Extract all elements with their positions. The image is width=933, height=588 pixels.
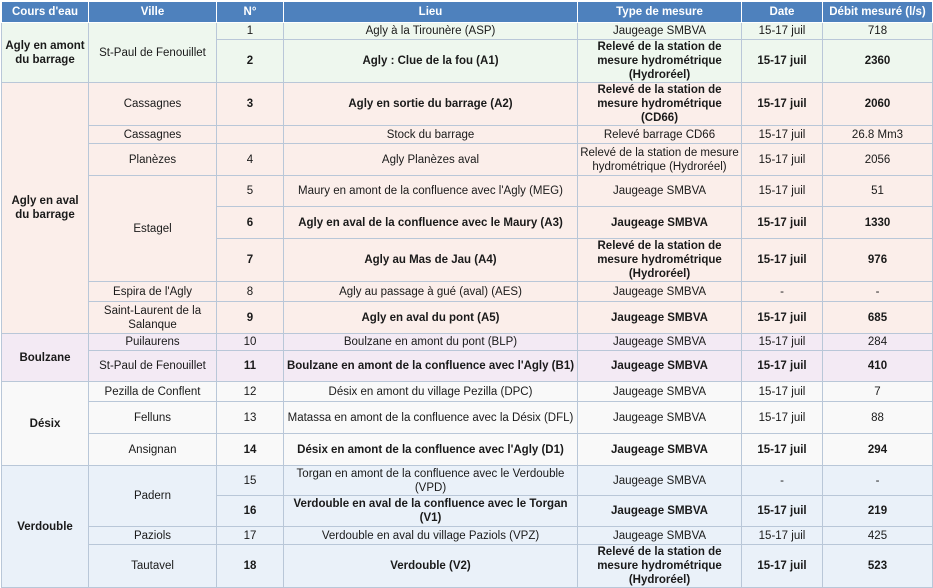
header-cours-d-eau: Cours d'eau xyxy=(2,2,89,23)
river-cell: Agly en aval du barrage xyxy=(2,83,89,334)
date-cell: 15-17 juil xyxy=(742,176,823,207)
lieu-cell: Agly à la Tirounère (ASP) xyxy=(284,23,578,40)
debit-cell: 2360 xyxy=(823,40,933,83)
header-debit: Débit mesuré (l/s) xyxy=(823,2,933,23)
lieu-cell: Matassa en amont de la confluence avec la Désix (DFL) xyxy=(284,402,578,434)
numero-cell: 7 xyxy=(217,239,284,282)
debit-cell: 718 xyxy=(823,23,933,40)
date-cell: 15-17 juil xyxy=(742,207,823,239)
type-cell: Jaugeage SMBVA xyxy=(578,434,742,466)
ville-cell: St-Paul de Fenouillet xyxy=(89,23,217,83)
table-row xyxy=(2,545,933,588)
table-row xyxy=(2,434,933,466)
type-cell: Jaugeage SMBVA xyxy=(578,176,742,207)
numero-cell: 13 xyxy=(217,402,284,434)
lieu-cell: Stock du barrage xyxy=(284,126,578,144)
ville-cell: Pezilla de Conflent xyxy=(89,382,217,402)
type-cell: Jaugeage SMBVA xyxy=(578,402,742,434)
numero-cell: 15 xyxy=(217,466,284,496)
debit-cell: 2060 xyxy=(823,83,933,126)
date-cell: 15-17 juil xyxy=(742,239,823,282)
lieu-cell: Agly en aval du pont (A5) xyxy=(284,302,578,334)
header-date: Date xyxy=(742,2,823,23)
table-row xyxy=(2,282,933,302)
type-cell: Relevé de la station de mesure hydrométrique (CD66) xyxy=(578,83,742,126)
lieu-cell: Boulzane en amont du pont (BLP) xyxy=(284,334,578,351)
debit-cell: 685 xyxy=(823,302,933,334)
lieu-cell: Agly en sortie du barrage (A2) xyxy=(284,83,578,126)
type-cell: Jaugeage SMBVA xyxy=(578,351,742,382)
lieu-cell: Verdouble en aval du village Paziols (VPZ) xyxy=(284,527,578,545)
type-cell: Relevé de la station de mesure hydrométrique (Hydroréel) xyxy=(578,239,742,282)
table-row xyxy=(2,126,933,144)
lieu-cell: Maury en amont de la confluence avec l'Agly (MEG) xyxy=(284,176,578,207)
numero-cell: 10 xyxy=(217,334,284,351)
numero-cell: 14 xyxy=(217,434,284,466)
ville-cell: Planèzes xyxy=(89,144,217,176)
date-cell: 15-17 juil xyxy=(742,434,823,466)
date-cell: 15-17 juil xyxy=(742,334,823,351)
type-cell: Jaugeage SMBVA xyxy=(578,496,742,527)
lieu-cell: Verdouble (V2) xyxy=(284,545,578,588)
debit-cell: 284 xyxy=(823,334,933,351)
type-cell: Jaugeage SMBVA xyxy=(578,207,742,239)
date-cell: 15-17 juil xyxy=(742,83,823,126)
table-row xyxy=(2,302,933,334)
date-cell: 15-17 juil xyxy=(742,302,823,334)
ville-cell: St-Paul de Fenouillet xyxy=(89,351,217,382)
numero-cell: 11 xyxy=(217,351,284,382)
date-cell: 15-17 juil xyxy=(742,382,823,402)
numero-cell: 17 xyxy=(217,527,284,545)
lieu-cell: Agly au passage à gué (aval) (AES) xyxy=(284,282,578,302)
debit-cell: 523 xyxy=(823,545,933,588)
date-cell: - xyxy=(742,466,823,496)
date-cell: 15-17 juil xyxy=(742,144,823,176)
date-cell: 15-17 juil xyxy=(742,527,823,545)
type-cell: Jaugeage SMBVA xyxy=(578,334,742,351)
type-cell: Relevé de la station de mesure hydrométrique (Hydroréel) xyxy=(578,545,742,588)
lieu-cell: Verdouble en aval de la confluence avec le Torgan (V1) xyxy=(284,496,578,527)
lieu-cell: Boulzane en amont de la confluence avec l'Agly (B1) xyxy=(284,351,578,382)
debit-cell: 219 xyxy=(823,496,933,527)
date-cell: 15-17 juil xyxy=(742,496,823,527)
debit-cell: 7 xyxy=(823,382,933,402)
numero-cell xyxy=(217,126,284,144)
table-row xyxy=(2,466,933,496)
table-row xyxy=(2,527,933,545)
lieu-cell: Torgan en amont de la confluence avec le Verdouble (VPD) xyxy=(284,466,578,496)
table-row xyxy=(2,334,933,351)
table-row xyxy=(2,176,933,207)
debit-cell: 51 xyxy=(823,176,933,207)
river-cell: Boulzane xyxy=(2,334,89,382)
ville-cell: Espira de l'Agly xyxy=(89,282,217,302)
lieu-cell: Agly : Clue de la fou (A1) xyxy=(284,40,578,83)
ville-cell: Felluns xyxy=(89,402,217,434)
date-cell: 15-17 juil xyxy=(742,545,823,588)
type-cell: Relevé de la station de mesure hydrométrique (Hydroréel) xyxy=(578,144,742,176)
numero-cell: 12 xyxy=(217,382,284,402)
ville-cell: Padern xyxy=(89,466,217,527)
header-lieu: Lieu xyxy=(284,2,578,23)
debit-cell: 976 xyxy=(823,239,933,282)
type-cell: Relevé barrage CD66 xyxy=(578,126,742,144)
date-cell: 15-17 juil xyxy=(742,402,823,434)
table-row xyxy=(2,351,933,382)
debit-cell: - xyxy=(823,466,933,496)
type-cell: Relevé de la station de mesure hydrométrique (Hydroréel) xyxy=(578,40,742,83)
ville-cell: Cassagnes xyxy=(89,126,217,144)
numero-cell: 5 xyxy=(217,176,284,207)
ville-cell: Saint-Laurent de la Salanque xyxy=(89,302,217,334)
debit-cell: 88 xyxy=(823,402,933,434)
date-cell: 15-17 juil xyxy=(742,40,823,83)
header-numero: N° xyxy=(217,2,284,23)
lieu-cell: Agly au Mas de Jau (A4) xyxy=(284,239,578,282)
table-row xyxy=(2,23,933,40)
header-ville: Ville xyxy=(89,2,217,23)
debit-cell: 1330 xyxy=(823,207,933,239)
ville-cell: Cassagnes xyxy=(89,83,217,126)
lieu-cell: Désix en amont du village Pezilla (DPC) xyxy=(284,382,578,402)
debit-cell: 2056 xyxy=(823,144,933,176)
lieu-cell: Désix en amont de la confluence avec l'Agly (D1) xyxy=(284,434,578,466)
debit-cell: 294 xyxy=(823,434,933,466)
debit-cell: 410 xyxy=(823,351,933,382)
date-cell: 15-17 juil xyxy=(742,351,823,382)
table-row xyxy=(2,402,933,434)
numero-cell: 9 xyxy=(217,302,284,334)
measurement-table xyxy=(1,1,933,588)
debit-cell: - xyxy=(823,282,933,302)
numero-cell: 4 xyxy=(217,144,284,176)
date-cell: - xyxy=(742,282,823,302)
numero-cell: 1 xyxy=(217,23,284,40)
river-cell: Désix xyxy=(2,382,89,466)
debit-cell: 425 xyxy=(823,527,933,545)
type-cell: Jaugeage SMBVA xyxy=(578,302,742,334)
date-cell: 15-17 juil xyxy=(742,126,823,144)
numero-cell: 6 xyxy=(217,207,284,239)
ville-cell: Puilaurens xyxy=(89,334,217,351)
table-row xyxy=(2,144,933,176)
ville-cell: Tautavel xyxy=(89,545,217,588)
header-type-de-mesure: Type de mesure xyxy=(578,2,742,23)
debit-cell: 26.8 Mm3 xyxy=(823,126,933,144)
table-header-row xyxy=(2,2,933,23)
type-cell: Jaugeage SMBVA xyxy=(578,466,742,496)
numero-cell: 3 xyxy=(217,83,284,126)
table-row xyxy=(2,83,933,126)
numero-cell: 2 xyxy=(217,40,284,83)
ville-cell: Ansignan xyxy=(89,434,217,466)
date-cell: 15-17 juil xyxy=(742,23,823,40)
type-cell: Jaugeage SMBVA xyxy=(578,527,742,545)
lieu-cell: Agly Planèzes aval xyxy=(284,144,578,176)
ville-cell: Estagel xyxy=(89,176,217,282)
ville-cell: Paziols xyxy=(89,527,217,545)
numero-cell: 8 xyxy=(217,282,284,302)
type-cell: Jaugeage SMBVA xyxy=(578,382,742,402)
type-cell: Jaugeage SMBVA xyxy=(578,282,742,302)
river-cell: Verdouble xyxy=(2,466,89,588)
numero-cell: 16 xyxy=(217,496,284,527)
type-cell: Jaugeage SMBVA xyxy=(578,23,742,40)
numero-cell: 18 xyxy=(217,545,284,588)
table-row xyxy=(2,382,933,402)
lieu-cell: Agly en aval de la confluence avec le Maury (A3) xyxy=(284,207,578,239)
river-cell: Agly en amont du barrage xyxy=(2,23,89,83)
